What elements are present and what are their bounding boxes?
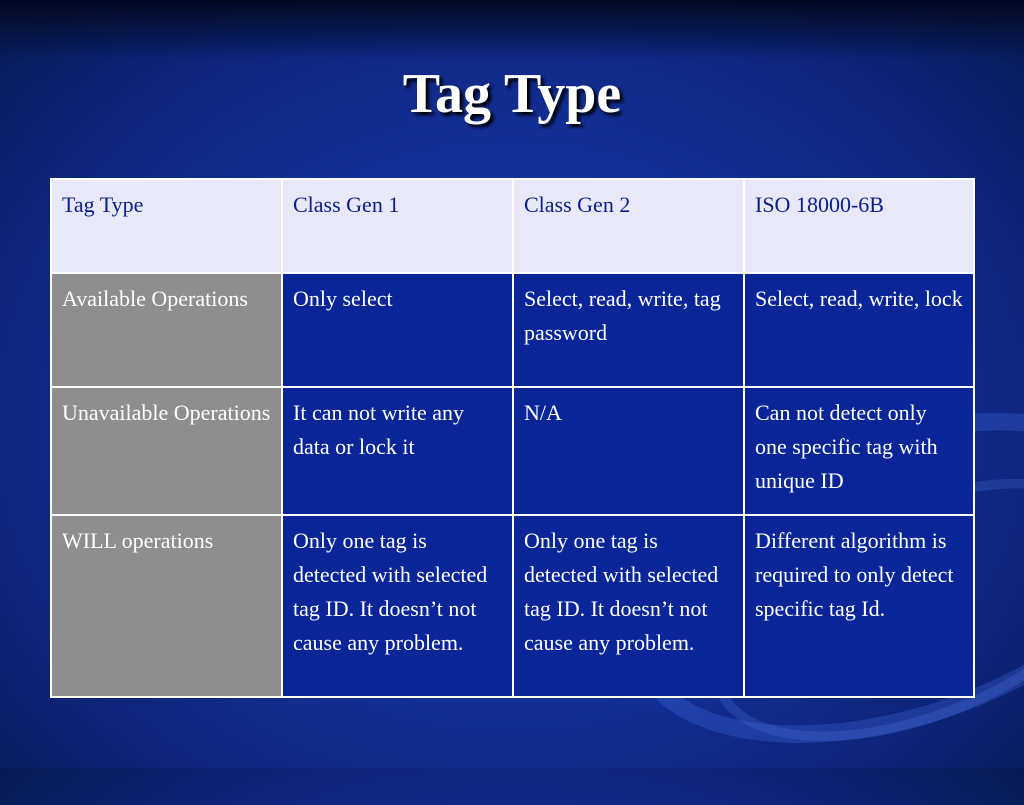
- table-header-row: [51, 179, 974, 273]
- header-cell-iso-18000-6b: ISO 18000-6B: [744, 179, 974, 273]
- slide-title: Tag Type: [402, 63, 622, 125]
- table-cell: Only one tag is detected with selected tag ID. It doesn’t not cause any problem.: [513, 515, 744, 697]
- table-cell: Select, read, write, tag password: [513, 273, 744, 387]
- table-cell: Only select: [282, 273, 513, 387]
- table-cell: Can not detect only one specific tag with unique ID: [744, 387, 974, 515]
- table-cell: N/A: [513, 387, 744, 515]
- header-cell-class-gen-2: Class Gen 2: [513, 179, 744, 273]
- table-cell: Only one tag is detected with selected tag ID. It doesn’t not cause any problem.: [282, 515, 513, 697]
- table-row: [51, 515, 974, 697]
- row-label-will-operations: WILL operations: [51, 515, 282, 697]
- background-top-band: [0, 0, 1024, 60]
- table-row: [51, 273, 974, 387]
- table-cell: Different algorithm is required to only detect specific tag Id.: [744, 515, 974, 697]
- table-cell: Select, read, write, lock: [744, 273, 974, 387]
- tag-type-table: [50, 178, 975, 698]
- table-row: [51, 387, 974, 515]
- header-cell-class-gen-1: Class Gen 1: [282, 179, 513, 273]
- table-cell: It can not write any data or lock it: [282, 387, 513, 515]
- header-cell-tag-type: Tag Type: [51, 179, 282, 273]
- row-label-unavailable-operations: Unavailable Operations: [51, 387, 282, 515]
- row-label-available-operations: Available Operations: [51, 273, 282, 387]
